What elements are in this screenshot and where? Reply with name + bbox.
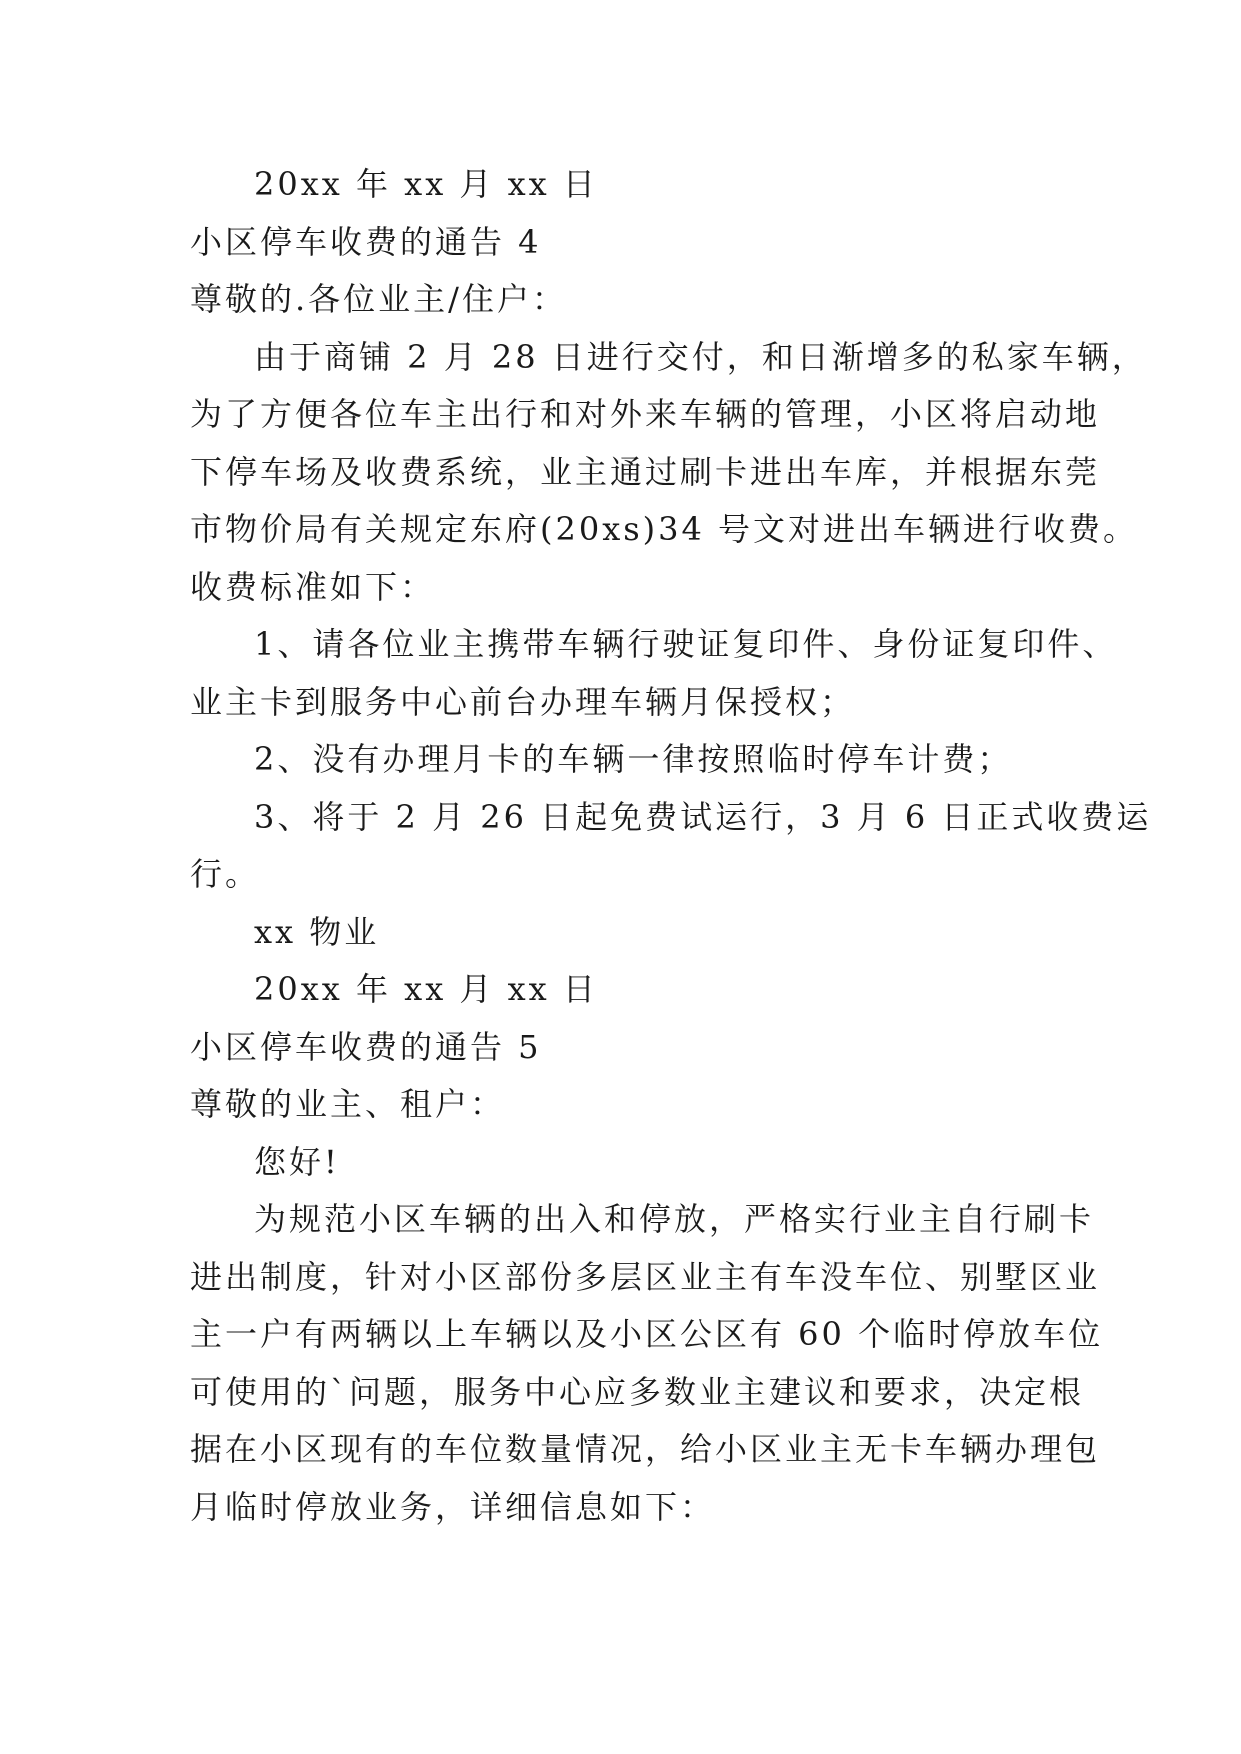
list-item-line: 业主卡到服务中心前台办理车辆月保授权； xyxy=(190,683,856,721)
list-item-line: 行。 xyxy=(190,855,261,893)
salutation: 尊敬的.各位业主/住户： xyxy=(190,280,567,318)
body-paragraph-line: 主一户有两辆以上车辆以及小区公区有 60 个临时停放车位 xyxy=(190,1315,1104,1353)
body-paragraph-line: 据在小区现有的车位数量情况，给小区业主无卡车辆办理包 xyxy=(190,1430,1101,1468)
notice-title-4: 小区停车收费的通告 4 xyxy=(190,223,542,261)
body-paragraph-line: 收费标准如下： xyxy=(190,568,436,606)
body-paragraph-line: 进出制度，针对小区部份多层区业主有车没车位、别墅区业 xyxy=(190,1258,1101,1296)
body-paragraph-line: 下停车场及收费系统，业主通过刷卡进出车库，并根据东莞 xyxy=(190,453,1101,491)
list-item-line: 2、没有办理月卡的车辆一律按照临时停车计费； xyxy=(254,740,1013,778)
body-paragraph-line: 可使用的`问题，服务中心应多数业主建议和要求，决定根 xyxy=(190,1373,1085,1411)
list-item-line: 1、请各位业主携带车辆行驶证复印件、身份证复印件、 xyxy=(254,625,1118,663)
notice-title-5: 小区停车收费的通告 5 xyxy=(190,1028,542,1066)
body-paragraph-line: 由于商铺 2 月 28 日进行交付，和日渐增多的私家车辆， xyxy=(254,338,1147,376)
body-paragraph-line: 为了方便各位车主出行和对外来车辆的管理，小区将启动地 xyxy=(190,395,1101,433)
body-paragraph-line: 月临时停放业务，详细信息如下： xyxy=(190,1488,716,1526)
date-line: 20xx 年 xx 月 xx 日 xyxy=(254,970,598,1008)
body-paragraph-line: 为规范小区车辆的出入和停放，严格实行业主自行刷卡 xyxy=(254,1200,1095,1238)
greeting: 您好! xyxy=(254,1143,340,1181)
date-line: 20xx 年 xx 月 xx 日 xyxy=(254,165,598,203)
salutation: 尊敬的业主、租户： xyxy=(190,1085,506,1123)
signature-line: xx 物业 xyxy=(254,913,380,951)
list-item-line: 3、将于 2 月 26 日起免费试运行，3 月 6 日正式收费运 xyxy=(254,798,1152,836)
body-paragraph-line: 市物价局有关规定东府(20xs)34 号文对进出车辆进行收费。 xyxy=(190,510,1139,548)
